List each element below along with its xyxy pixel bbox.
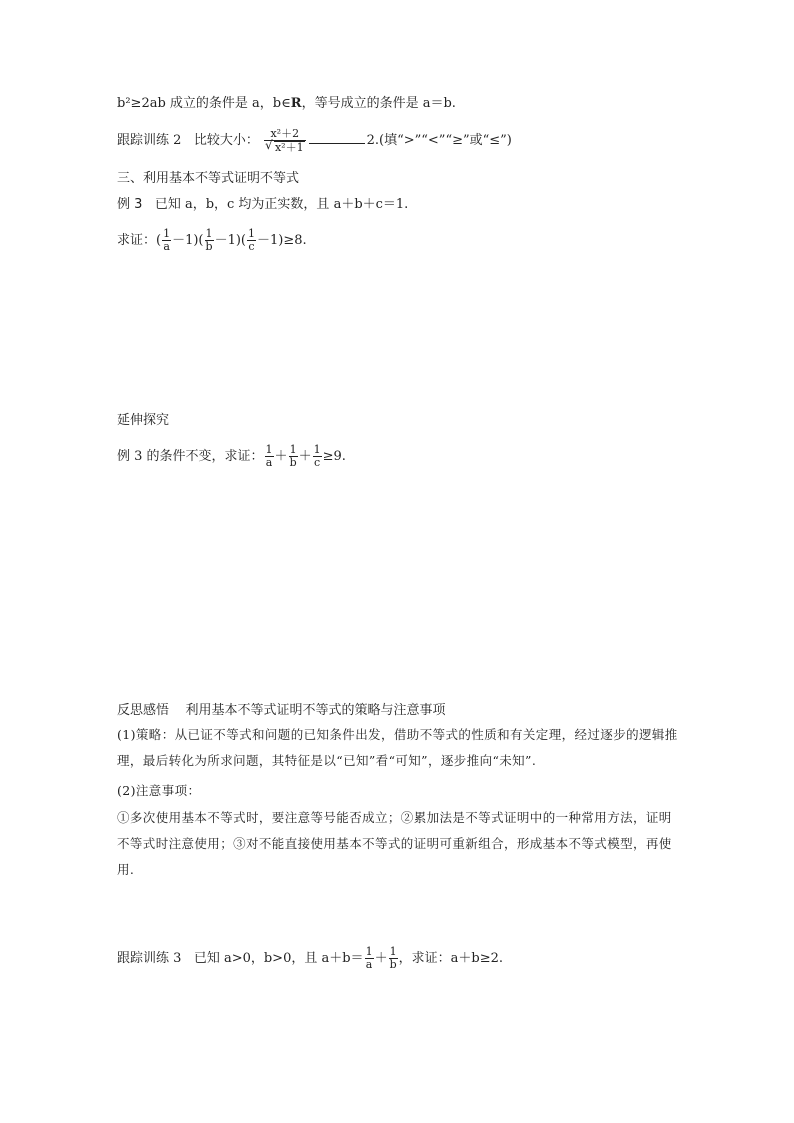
trace-3-label: 跟踪训练 3 <box>117 951 182 966</box>
extend-proof-goal: 例 3 的条件不变，求证： $\frac{1}{a}$ ＋ $\frac{1}{b}$ ＋ $\frac{1}{c}$ ≥9. <box>117 443 346 469</box>
fraction-1-over-b: $\frac{1}{b}$ <box>389 945 397 971</box>
reflection-subtitle: 利用基本不等式证明不等式的策略与注意事项 <box>185 703 446 718</box>
sqrt-icon: √ x²＋1 <box>264 137 304 154</box>
trace-exercise-2 <box>117 126 512 156</box>
trace-3-prove: ，求证：a＋b≥2. <box>398 951 503 966</box>
extend-title: 延伸探究 <box>117 413 170 428</box>
trace-exercise-3: 跟踪训练 3 已知 a>0，b>0，且 a＋b＝ $\frac{1}{a}$ ＋ $\frac{1}{b}$ ，求证：a＋b≥2. <box>117 945 503 971</box>
trace-2-prompt: 比较大小： <box>193 133 259 148</box>
notes-paragraph: ①多次使用基本不等式时，要注意等号能否成立；②累加法是不等式证明中的一种常用方法，证明不等式时注意使用；③对不能直接使用基本不等式的证明可重新组合，形成基本不等式模型，再使用. <box>117 810 672 877</box>
strategy-paragraph: (1)策略：从已证不等式和问题的已知条件出发，借助不等式的性质和有关定理，经过逐步的逻辑推理，最后转化为所求问题，其特征是以“已知”看“可知”，逐步推向“未知”. <box>117 727 678 768</box>
trace-2-denominator: x²＋1 <box>274 140 304 154</box>
trace-3-text: 已知 a>0，b>0，且 a＋b＝ <box>193 951 364 966</box>
example-3-proof-goal: 求证：( $\frac{1}{a}$ －1)( $\frac{1}{b}$ －1)( $\frac{1}{c}$ －1)≥8. <box>117 227 307 253</box>
fraction-1-over-c: $\frac{1}{c}$ <box>313 443 321 469</box>
fraction-1-over-b: $\frac{1}{b}$ <box>205 227 213 253</box>
fraction-1-over-a: $\frac{1}{a}$ <box>365 945 373 971</box>
b-squared: b² <box>117 96 131 111</box>
example-3-label: 例 3 <box>117 197 143 212</box>
condition-text-2: ，等号成立的条件是 a＝b. <box>301 96 456 111</box>
example-3 <box>117 197 408 213</box>
condition-text-1: ≥2ab 成立的条件是 a，b∈ <box>130 96 291 111</box>
answer-blank[interactable] <box>309 143 365 144</box>
trace-2-fraction <box>264 128 306 154</box>
section-3-title: 三、利用基本不等式证明不等式 <box>117 171 300 186</box>
reals-symbol: R <box>290 96 302 111</box>
fraction-1-over-c: $\frac{1}{c}$ <box>247 227 255 253</box>
example-3-text: 已知 a，b，c 均为正实数，且 a＋b＋c＝1. <box>154 197 409 212</box>
condition-line <box>117 96 456 112</box>
trace-2-tail: 2.(填“>”“<”“≥”或“≤”) <box>366 133 512 148</box>
fraction-1-over-a: $\frac{1}{a}$ <box>163 227 171 253</box>
notes-heading: (2)注意事项： <box>117 783 201 798</box>
reflection-title: 反思感悟 <box>117 703 170 718</box>
fraction-1-over-b: $\frac{1}{b}$ <box>289 443 297 469</box>
trace-2-label: 跟踪训练 2 <box>117 133 182 148</box>
trace-2-numerator: x²＋2 <box>264 128 306 141</box>
prove-label: 求证： <box>117 233 157 248</box>
fraction-1-over-a: $\frac{1}{a}$ <box>265 443 273 469</box>
extend-text: 例 3 的条件不变，求证： <box>117 449 264 464</box>
reflection-heading <box>117 703 446 719</box>
